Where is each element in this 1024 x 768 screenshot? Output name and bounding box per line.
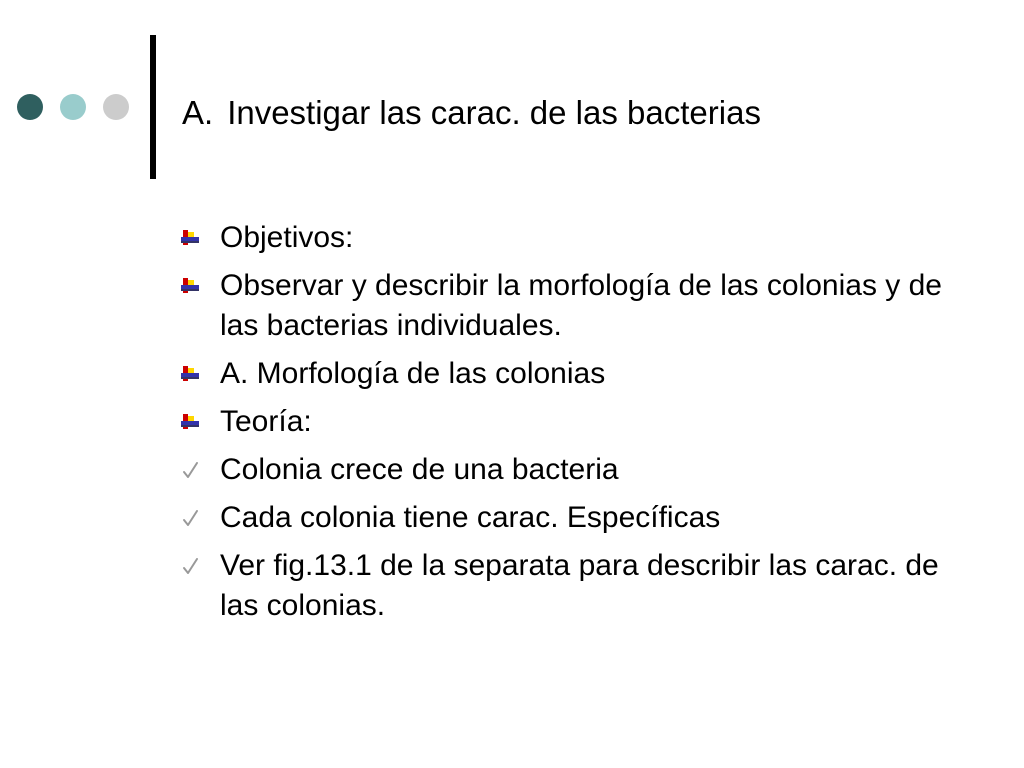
title-text: Investigar las carac. de las bacterias bbox=[227, 94, 761, 131]
decorative-dot-1 bbox=[17, 94, 43, 120]
decorative-dot-2 bbox=[60, 94, 86, 120]
checkmark-icon bbox=[180, 506, 202, 530]
square-bullet-icon bbox=[180, 278, 200, 294]
bullet-item bbox=[180, 354, 980, 394]
bullet-list bbox=[180, 218, 980, 634]
bullet-item bbox=[180, 402, 980, 442]
bullet-item bbox=[180, 450, 980, 490]
checkmark-icon bbox=[180, 458, 202, 482]
bullet-item bbox=[180, 266, 980, 346]
decorative-dot-3 bbox=[103, 94, 129, 120]
bullet-item bbox=[180, 546, 980, 626]
title-letter: A. bbox=[182, 94, 214, 131]
square-bullet-icon bbox=[180, 366, 200, 382]
square-bullet-icon bbox=[180, 230, 200, 246]
checkmark-icon bbox=[180, 554, 202, 578]
bullet-text: Objetivos: bbox=[220, 221, 354, 254]
bullet-text: Ver fig.13.1 de la separata para describir las carac. de las colonias. bbox=[220, 549, 939, 622]
bullet-item bbox=[180, 218, 980, 258]
bullet-text: Cada colonia tiene carac. Específicas bbox=[220, 501, 721, 534]
slide-title bbox=[182, 93, 761, 133]
bullet-item bbox=[180, 498, 980, 538]
bullet-text: Colonia crece de una bacteria bbox=[220, 453, 619, 486]
square-bullet-icon bbox=[180, 414, 200, 430]
bullet-text: Teoría: bbox=[220, 405, 312, 438]
bullet-text: A. Morfología de las colonias bbox=[220, 357, 606, 390]
title-divider bbox=[150, 35, 156, 179]
bullet-text: Observar y describir la morfología de las colonias y de las bacterias individuales. bbox=[220, 269, 942, 342]
